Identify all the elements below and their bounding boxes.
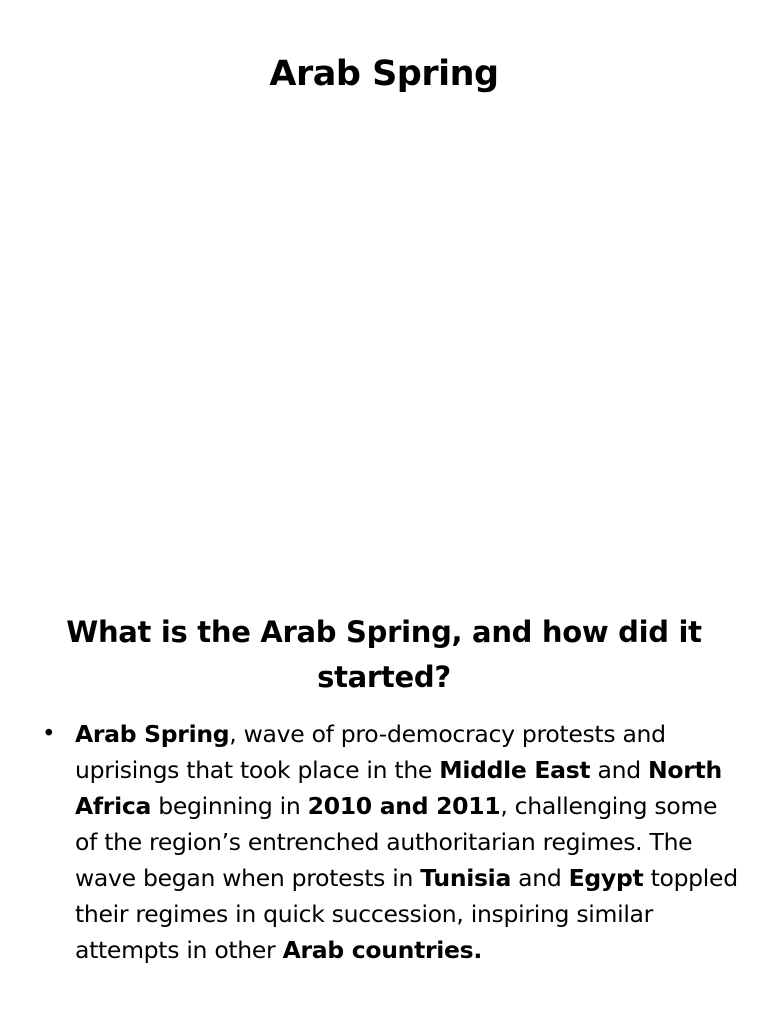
term-years: 2010 and 2011 xyxy=(307,792,501,820)
term-egypt: Egypt xyxy=(568,864,644,892)
body-text: , wave of pro-democracy protests and uprisings that took place in the xyxy=(75,720,666,784)
section-heading: What is the Arab Spring, and how did it started? xyxy=(66,615,702,694)
bullet-item xyxy=(0,716,768,968)
body-text: and xyxy=(511,864,569,892)
body-text: , challenging some of the region’s entrenched authoritarian regimes. The wave began when protests in xyxy=(75,792,718,892)
slide-title: Arab Spring xyxy=(269,54,499,94)
term-tunisia: Tunisia xyxy=(420,864,511,892)
term-arab-countries: Arab countries. xyxy=(282,936,482,964)
body-text: toppled their regimes in quick succession, inspiring similar attempts in other xyxy=(75,864,738,964)
term-north-africa: North Africa xyxy=(75,756,722,820)
term-middle-east: Middle East xyxy=(439,756,591,784)
bullet-dot-icon: • xyxy=(42,721,56,747)
term-arab-spring: Arab Spring xyxy=(75,720,230,748)
body-text: beginning in xyxy=(151,792,308,820)
body-text: and xyxy=(590,756,649,784)
bullet-list xyxy=(0,716,768,968)
